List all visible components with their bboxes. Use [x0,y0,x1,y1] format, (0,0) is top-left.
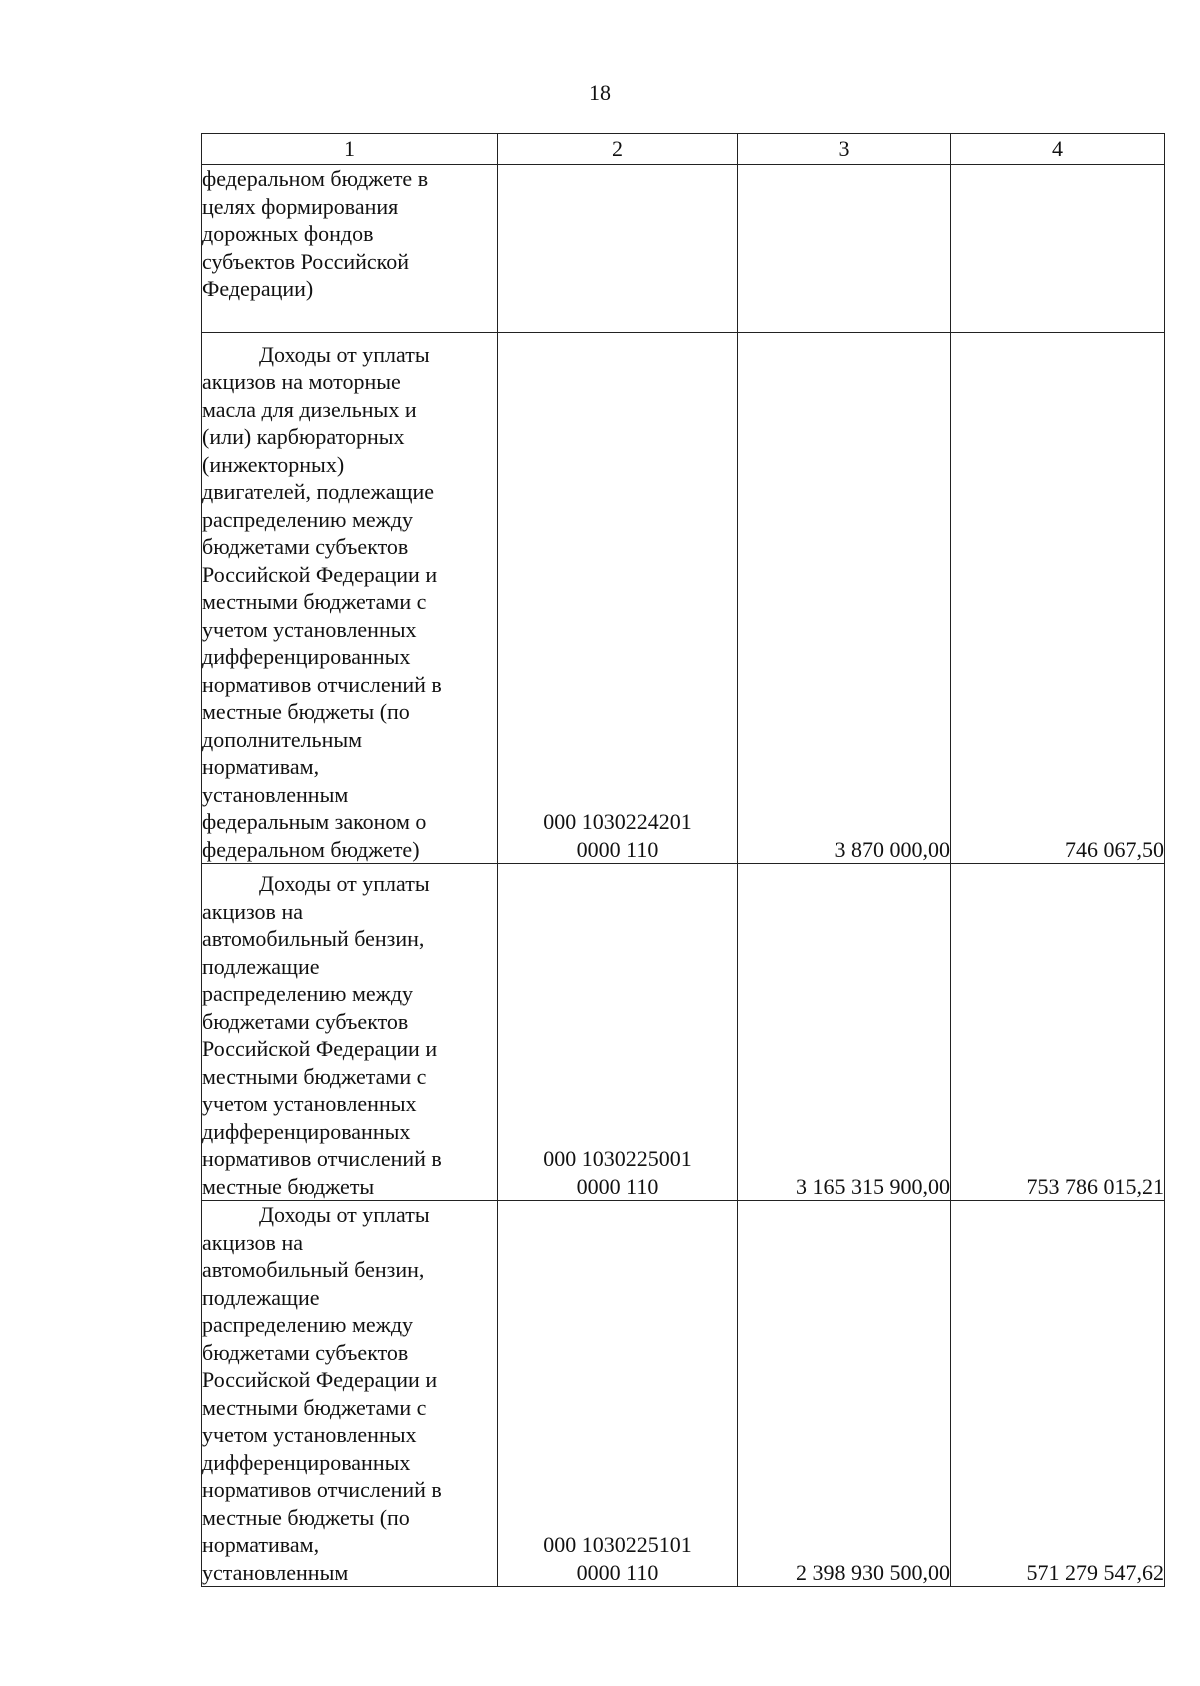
description-line: акцизов на [202,898,303,924]
description-line: дифференцированных [202,1449,411,1475]
description-cell [202,1201,498,1587]
description-line: нормативов отчислений в [202,1477,442,1502]
table-header-row [202,134,1165,165]
column-header-3: 3 [738,134,951,165]
description-line: местные бюджеты (по [202,699,410,724]
budget-code-line: 000 1030224201 [543,809,692,834]
description-line: нормативов отчислений в [202,671,442,697]
description-line: Доходы от уплаты [259,871,430,896]
description-line: нормативам, [202,1532,320,1557]
description-line: учетом установленных [202,1091,417,1116]
description-line: федеральном бюджете) [202,836,420,862]
revenue-table [201,133,1165,1587]
description-line: местные бюджеты [202,1173,375,1199]
planned-amount-cell: 2 398 930 500,00 [738,1201,951,1587]
planned-amount-cell: 3 165 315 900,00 [738,864,951,1201]
actual-amount-cell: 753 786 015,21 [951,864,1165,1201]
budget-code-cell [498,165,738,333]
description-line: нормативам, [202,754,320,779]
column-header-4: 4 [951,134,1165,165]
table-row [202,1201,1165,1587]
description-line: дифференцированных [202,1118,411,1144]
description-line: субъектов Российской [202,248,410,274]
description-line: бюджетами субъектов [202,534,409,559]
table-row [202,333,1165,864]
description-line: учетом установленных [202,1422,417,1447]
description-line: целях формирования [202,193,399,219]
description-line: местными бюджетами с [202,1063,427,1089]
budget-code-cell [498,1201,738,1587]
page-number: 18 [589,80,611,105]
budget-code-cell [498,864,738,1201]
description-line: местными бюджетами с [202,589,427,614]
description-line: Российской Федерации и [202,1036,438,1061]
description-line: дополнительным [202,726,363,752]
description-line: дорожных фондов [202,221,374,246]
table-row [202,165,1165,333]
budget-code-line: 000 1030225001 [543,1146,692,1171]
description-line: (или) карбюраторных [202,424,405,449]
description-line: Федерации) [202,276,314,301]
description-line: федеральным законом о [202,809,427,834]
description-line: Доходы от уплаты [259,341,430,367]
column-header-1: 1 [202,134,498,165]
column-header-2: 2 [498,134,738,165]
description-line: учетом установленных [202,616,417,642]
description-line: Российской Федерации и [202,561,438,587]
description-line: Доходы от уплаты [259,1202,430,1227]
description-line: дифференцированных [202,644,411,669]
description-line: подлежащие [202,1284,320,1310]
description-line: нормативов отчислений в [202,1146,442,1171]
budget-code-line: 0000 110 [576,1559,659,1585]
description-line: распределению между [202,506,414,532]
description-cell [202,864,498,1201]
budget-code-line: 0000 110 [576,1173,659,1199]
description-line: местные бюджеты (по [202,1504,410,1530]
planned-amount-cell: 3 870 000,00 [738,333,951,864]
description-line: автомобильный бензин, [202,926,425,951]
description-line: распределению между [202,1312,414,1337]
description-line: распределению между [202,981,414,1006]
description-line: (инжекторных) [202,451,345,477]
description-line: акцизов на [202,1229,303,1255]
description-line: двигателей, подлежащие [202,479,434,504]
description-line: масла для дизельных и [202,396,417,422]
table-row [202,864,1165,1201]
description-line: местными бюджетами с [202,1394,427,1420]
description-line: акцизов на моторные [202,369,401,394]
description-line: Российской Федерации и [202,1367,438,1392]
description-line: установленным [202,1559,349,1585]
description-cell [202,165,498,333]
description-line: бюджетами субъектов [202,1008,409,1034]
planned-amount-cell [738,165,951,333]
description-line: подлежащие [202,953,320,979]
actual-amount-cell: 571 279 547,62 [951,1201,1165,1587]
budget-code-line: 0000 110 [576,836,659,862]
description-line: бюджетами субъектов [202,1339,409,1365]
description-cell [202,333,498,864]
actual-amount-cell: 746 067,50 [951,333,1165,864]
description-line: автомобильный бензин, [202,1257,425,1282]
budget-code-line: 000 1030225101 [543,1532,692,1557]
description-line: федеральном бюджете в [202,166,429,191]
description-line: установленным [202,781,349,807]
budget-code-cell [498,333,738,864]
actual-amount-cell [951,165,1165,333]
